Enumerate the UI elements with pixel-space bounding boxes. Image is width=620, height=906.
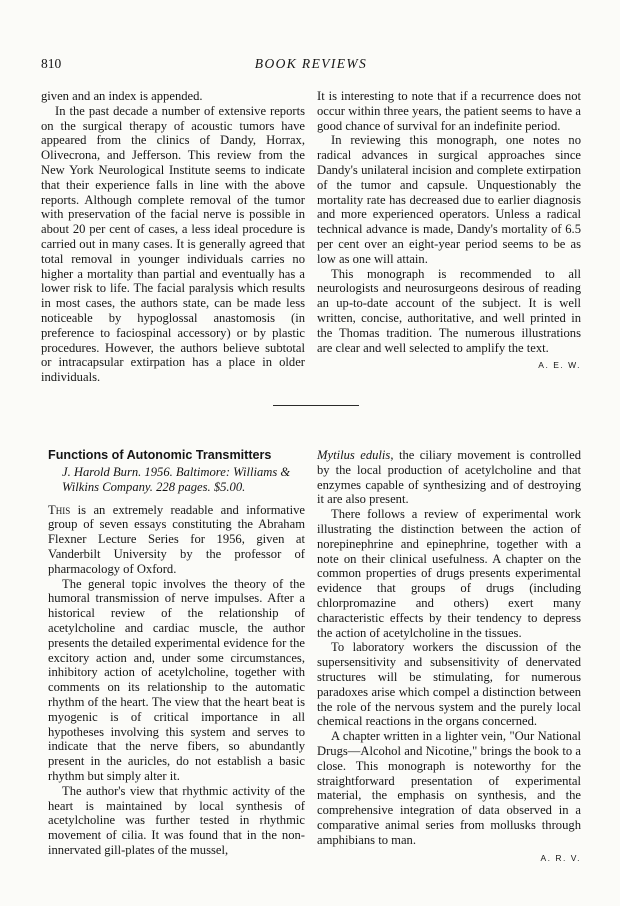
review1-paragraph: It is interesting to note that if a recurrence does not occur within three years, the patient seems to have a good chance of survival for an indefinite period. bbox=[317, 89, 581, 133]
review2-continuation: , the ciliary movement is controlled by the local production of acetylcholine and that enzymes capable of synthesizing and of destroying it are also present. bbox=[317, 448, 581, 507]
review1-signature: A. E. W. bbox=[538, 360, 581, 371]
review1-left-column bbox=[41, 89, 305, 385]
review1-paragraph: In reviewing this monograph, one notes no radical advances in surgical approaches since Dandy's unilateral incision and complete extirpation of the tumor and capsule. Unquestionably the mortality rate has decreased due to earlier diagnosis and more experienced operators. Unless a radical technical advance is made, Dandy's mortality of 6.5 per cent over an eight-year period seems to be as low as one will attain. bbox=[317, 133, 581, 266]
review2-citation: J. Harold Burn. 1956. Baltimore: Williams & Wilkins Company. 228 pages. $5.00. bbox=[62, 465, 291, 494]
review2-first-rest: is an extremely readable and informative group of seven essays constituting the Abraham Flexner Lecture Series for 1956, given at Vanderbilt University by the professor of pharmacology of Oxford. bbox=[48, 502, 305, 576]
review2-paragraph: There follows a review of experimental work illustrating the distinction between the action of norepinephrine and epinephrine, together with a note on their clinical usefulness. A chapter on the common properties of drugs presents experimental evidence that groups of drugs (including chlorpromazine and others) exert many characteristic effects by their tendency to depress the action of acetylcholine in the tissues. bbox=[317, 507, 581, 640]
review2-right-column bbox=[317, 448, 581, 865]
review2-paragraph bbox=[48, 503, 305, 577]
review2-paragraph: The general topic involves the theory of the humoral transmission of nerve impulses. After a historical review of the relationship of acetylcholine and cardiac muscle, the author presents the detailed experimental evidence for the excitory action and, under some circumstances, inhibitory action of acetylcholine, together with comments on its relationship to the automatic rhythm of the heart. The view that the heart beat is myogenic is of critical importance in all hypotheses involving this system and serves to indicate that the nerve fibers, so abundantly present in the auricles, do not establish a basic rhythm but simply alter it. bbox=[48, 576, 305, 783]
review1-paragraph: This monograph is recommended to all neurologists and neurosurgeons desirous of reading an up-to-date account of the subject. It is well written, concise, authoritative, and well printed in the Thomas tradition. The numerous illustrations are clear and well selected to amplify the text. bbox=[317, 266, 581, 355]
review2-signature: A. R. V. bbox=[540, 852, 581, 863]
review2-paragraph: The author's view that rhythmic activity of the heart is maintained by local synthesis of acetylcholine was further tested in rhythmic movement of cilia. It was found that in the non-innervated gill-plates of the mussel, bbox=[48, 783, 305, 857]
page-number: 810 bbox=[41, 56, 62, 71]
page-header bbox=[41, 56, 581, 76]
review1-paragraph: given and an index is appended. bbox=[41, 89, 203, 103]
review2-first-word: This bbox=[48, 502, 71, 517]
review1-paragraph: In the past decade a number of extensive reports on the surgical therapy of acoustic tumors have appeared from the clinics of Dandy, Horrax, Olivecrona, and Jefferson. This review from the New York Neurological Institute seems to indicate that their experience falls in line with the above reports. Although complete removal of the tumor with preservation of the facial nerve is possible in about 20 per cent of cases, a less ideal procedure is carried out in many cases. It is generally agreed that total removal in younger individuals carries no higher a mortality than partial and eventually has a lower risk to life. The facial paralysis which results in most cases, the authors state, can be made less noticeable by hypoglossal anastomosis (in preference to faciospinal accessory) or by plastic procedures. However, the authors believe subtotal or intracapsular extirpation has a place in older individuals. bbox=[41, 103, 305, 385]
section-divider bbox=[273, 405, 359, 406]
running-title: BOOK REVIEWS bbox=[254, 56, 368, 71]
review2-paragraph: To laboratory workers the discussion of the supersensitivity and subsensitivity of denervated structures will be stimulating, for numerous paradoxes arise which compel a distinction between the role of the nervous system and the purely local chemical reactions in the organs concerned. bbox=[317, 640, 581, 729]
review2-paragraph bbox=[317, 448, 581, 507]
species-name: Mytilus edulis bbox=[317, 448, 391, 462]
review1-right-column bbox=[317, 89, 581, 373]
review2-paragraph: A chapter written in a lighter vein, "Our National Drugs—Alcohol and Nicotine," brings the book to a close. This monograph is noteworthy for the straightforward presentation of experimental material, the emphasis on synthesis, and the comprehensive integration of data observed in a comparative animal series from mollusks through amphibians to man. bbox=[317, 729, 581, 847]
review2-title: Functions of Autonomic Transmitters bbox=[48, 448, 272, 462]
review2-left-column bbox=[48, 448, 305, 858]
